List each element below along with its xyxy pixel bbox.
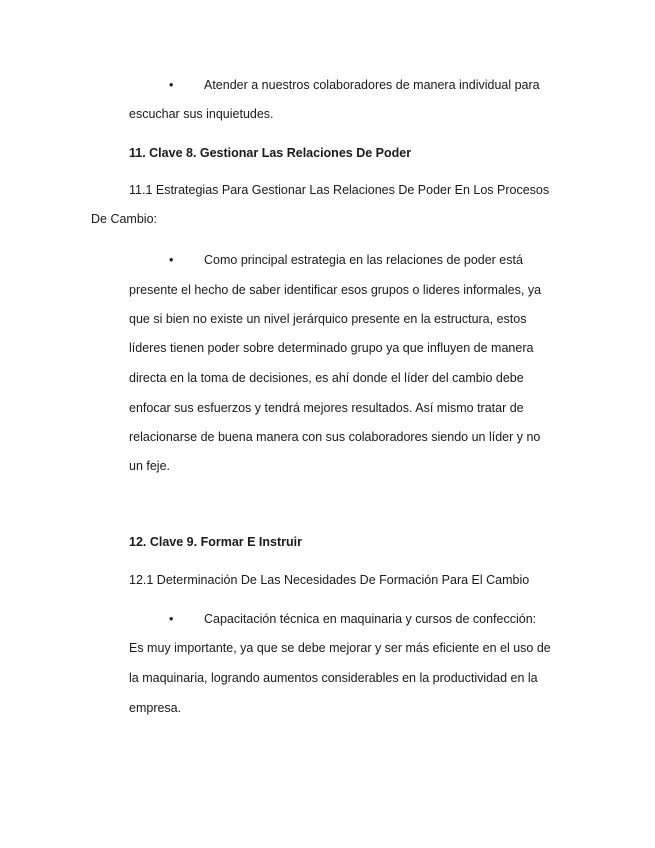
subsection-heading: De Cambio: (91, 212, 157, 226)
section-heading: 12. Clave 9. Formar E Instruir (129, 535, 302, 549)
paragraph-line: escuchar sus inquietudes. (129, 107, 274, 121)
paragraph-line: directa en la toma de decisiones, es ahí donde el líder del cambio debe (129, 371, 524, 385)
subsection-heading: 12.1 Determinación De Las Necesidades De Formación Para El Cambio (129, 573, 530, 587)
paragraph-line: Como principal estrategia en las relaciones de poder está (204, 253, 523, 267)
subsection-heading: 11.1 Estrategias Para Gestionar Las Relaciones De Poder En Los Procesos (129, 183, 550, 197)
section-heading: 11. Clave 8. Gestionar Las Relaciones De Poder (129, 146, 412, 160)
paragraph-line: que si bien no existe un nivel jerárquico presente en la estructura, estos (129, 312, 527, 326)
paragraph-line: un feje. (129, 459, 171, 473)
paragraph-line: empresa. (129, 701, 182, 715)
paragraph-line: Atender a nuestros colaboradores de manera individual para (204, 78, 540, 92)
paragraph-line: relacionarse de buena manera con sus colaboradores siendo un líder y no (129, 430, 541, 444)
paragraph-line: la maquinaria, logrando aumentos considerables en la productividad en la (129, 671, 538, 685)
paragraph-line: Capacitación técnica en maquinaria y cursos de confección: (204, 612, 537, 626)
paragraph-line: presente el hecho de saber identificar esos grupos o lideres informales, ya (129, 283, 542, 297)
bullet-marker: • (169, 78, 174, 92)
paragraph-line: líderes tienen poder sobre determinado grupo ya que influyen de manera (129, 341, 534, 355)
bullet-marker: • (169, 253, 174, 267)
bullet-marker: • (169, 612, 174, 626)
paragraph-line: Es muy importante, ya que se debe mejorar y ser más eficiente en el uso de (129, 641, 551, 655)
paragraph-line: enfocar sus esfuerzos y tendrá mejores resultados. Así mismo tratar de (129, 401, 524, 415)
